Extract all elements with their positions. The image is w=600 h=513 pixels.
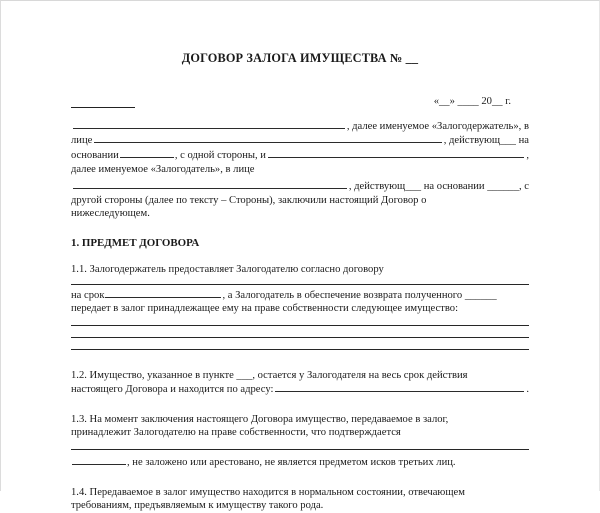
spacer [71,338,529,349]
spacer [71,110,529,119]
spacer [71,440,529,449]
preamble-block [71,119,529,221]
spacer [71,277,529,284]
preamble-line-5 [71,179,529,194]
spacer [71,397,529,413]
section-1-heading: 1. ПРЕДМЕТ ДОГОВОРА [71,236,200,249]
preamble-line-2-lead: лице [71,135,93,147]
preamble-line-2-tail: , действующ___ на [443,135,529,147]
preamble-blank-3b[interactable] [268,148,524,158]
clause-1-2-line-a: 1.2. Имущество, указанное в пункте ___, остается у Залогодателя на весь срок действия [71,369,468,381]
date-field[interactable]: «__» ____ 20__ г. [433,95,511,107]
clause-1-3-line-c [71,455,529,470]
preamble-line-4: далее именуемое «Залогодатель», в лице [71,163,255,175]
spacer [71,326,529,337]
preamble-line-5-tail: , действующ___ на основании ______, с [348,181,529,193]
clause-1-1-term-blank[interactable] [105,288,221,298]
spacer [71,221,529,237]
preamble-line-1-text: , далее именуемое «Залогодержатель», в [346,120,529,132]
preamble-blank-5[interactable] [73,179,347,189]
preamble-blank-3a[interactable] [120,148,174,158]
clause-1-3-line-c-tail: , не заложено или арестовано, не является предметом исков третьих лиц. [127,457,456,469]
spacer [71,250,529,263]
clause-1-1-line-a-tail: , а Залогодатель в обеспечение возврата полученного ______ [222,289,497,301]
clause-1-1-intro: 1.1. Залогодержатель предоставляет Залогодателю согласно договору [71,263,384,275]
clause-1-2-line-b-tail: . [526,384,529,396]
spacer [71,316,529,325]
clause-1-1-line-a [71,288,529,303]
page-title: ДОГОВОР ЗАЛОГА ИМУЩЕСТВА № __ [181,51,419,65]
preamble-line-2 [71,133,529,148]
clause-1-1-line-a-lead: на срок [71,289,105,301]
clause-1-2-line-b-lead: настоящего Договора и находится по адресу: [71,384,274,396]
clause-1-4-line-b: требованиям, предъявляемым к имуществу такого рода. [71,500,324,512]
preamble-line-7: нижеследующем. [71,208,150,220]
spacer [71,350,529,369]
preamble-line-3-tail: , [526,149,529,161]
clause-1-4-line-a: 1.4. Передаваемое в залог имущество находится в нормальном состоянии, отвечающем [71,486,465,498]
document-sheet [1,7,599,512]
preamble-line-3-lead: основании [71,149,119,161]
clause-1-2-line-b [71,382,529,397]
clause-1-3-line-b: принадлежит Залогодателю на праве собственности, что подтверждается [71,427,401,439]
preamble-line-3-mid: , с одной стороны, и [174,149,266,161]
preamble-blank-2[interactable] [94,133,441,143]
city-blank-field[interactable] [71,98,135,108]
spacer [71,470,529,486]
preamble-line-6: другой стороны (далее по тексту – Стороны), заключили настоящий Договор о [71,194,427,206]
preamble-blank-1[interactable] [73,119,345,129]
preamble-line-1 [71,119,529,134]
clause-1-3-line-a: 1.3. На момент заключения настоящего Договора имущество, передаваемое в залог, [71,413,449,425]
clause-1-2-address-blank[interactable] [275,382,524,392]
clause-1-1-line-b: передает в залог принадлежащее ему на праве собственности следующее имущество: [71,303,459,315]
preamble-line-3 [71,148,529,163]
header-row [71,95,529,110]
clause-1-3-blank-inline[interactable] [72,455,126,465]
